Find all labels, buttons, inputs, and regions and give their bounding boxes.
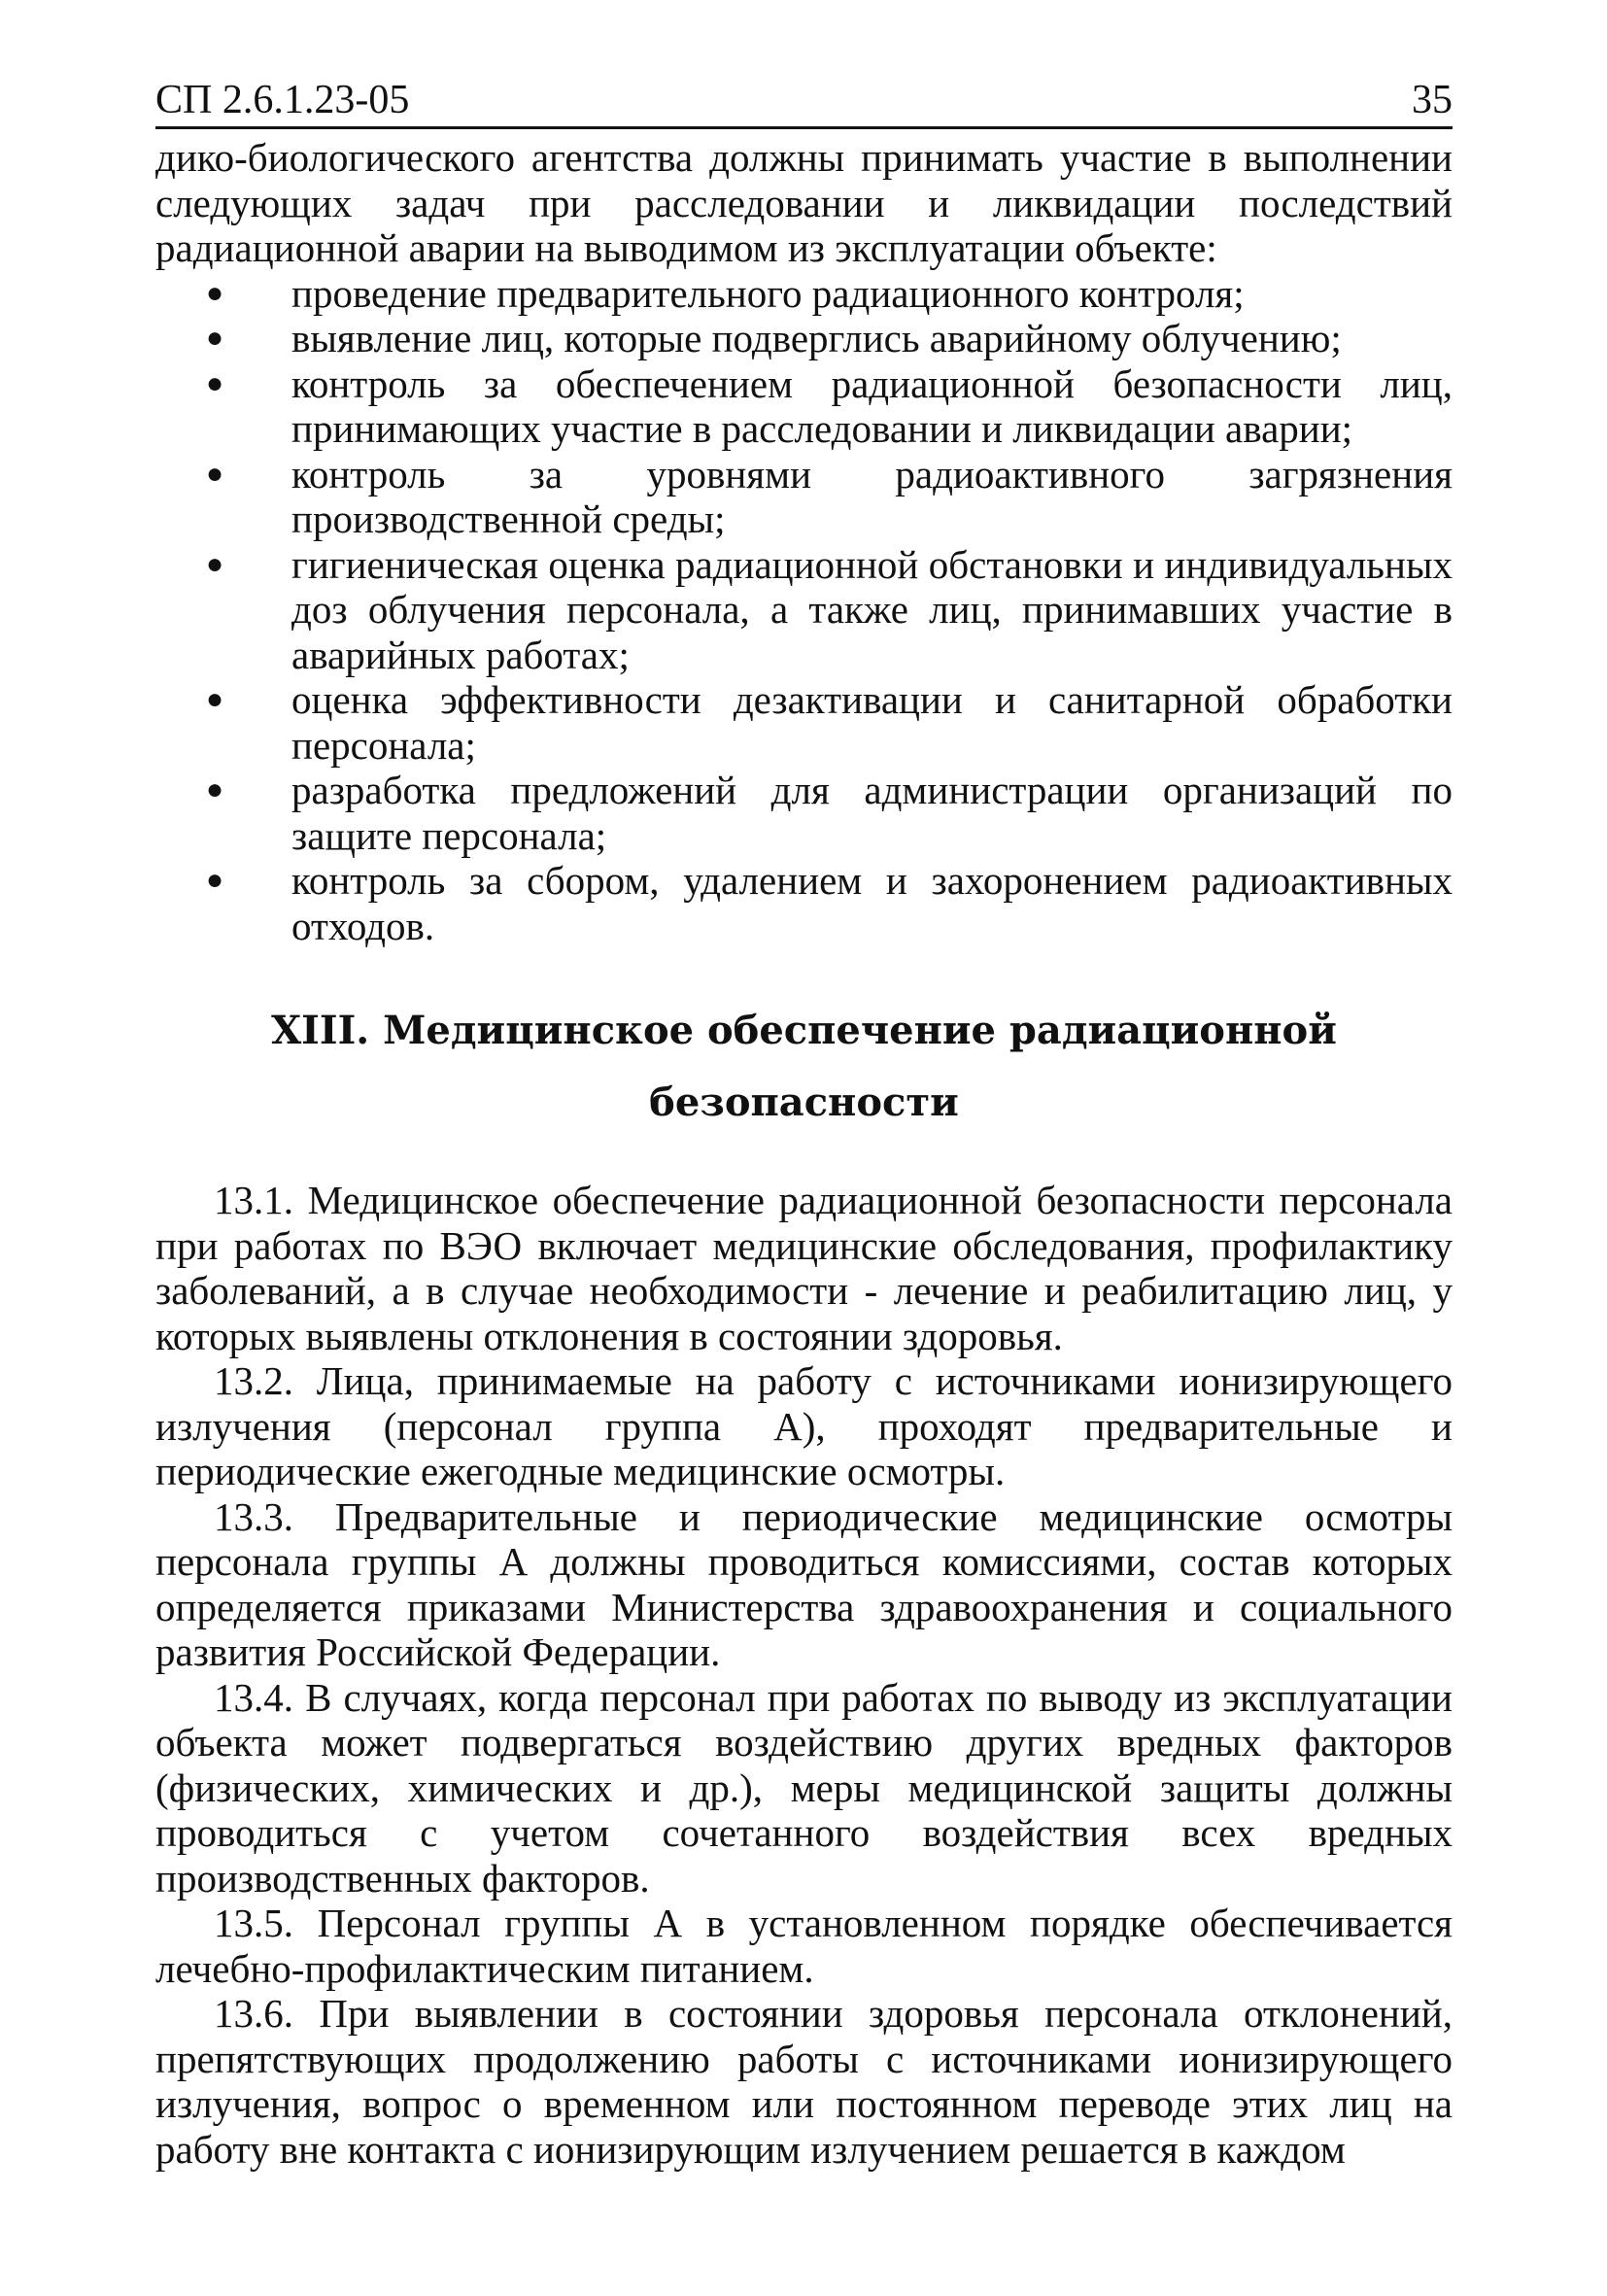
section-heading-line-2: безопасности (649, 1079, 959, 1125)
list-item-text: гигиеническая оценка радиационной обстановки и индивидуальных доз облучения персонала, а также лиц, принимавших участие в аварийных работах; (291, 541, 1453, 677)
document-page (155, 78, 1453, 2172)
list-item-text: контроль за обеспечением радиационной безопасности лиц, принимающих участие в расследовании и ликвидации аварии; (291, 360, 1453, 451)
bullet-icon: ● (206, 457, 224, 490)
paragraph-13-3: 13.3. Предварительные и периодические медицинские осмотры персонала группы А должны проводиться комиссиями, состав которых определяется приказами Министерства здравоохранения и социального развития Российской Федерации. (155, 1493, 1453, 1674)
paragraph-13-5: 13.5. Персонал группы А в установленном порядке обеспечивается лечебно-профилактическим питанием. (155, 1901, 1453, 1991)
bullet-icon: ● (206, 773, 224, 805)
list-item (155, 768, 1453, 858)
section-heading-line-1: XIII. Медицинское обеспечение радиационной (271, 1008, 1337, 1053)
list-item-text: контроль за сбором, удалением и захоронением радиоактивных отходов. (291, 858, 1453, 948)
list-item-text: контроль за уровнями радиоактивного загрязнения производственной среды; (291, 451, 1453, 541)
bullet-icon: ● (206, 366, 224, 399)
bullet-icon: ● (206, 547, 224, 580)
list-item-text: проведение предварительного радиационного контроля; (291, 270, 1245, 316)
paragraph-13-4: 13.4. В случаях, когда персонал при работах по выводу из эксплуатации объекта может подвергаться воздействию других вредных факторов (физических, химических и др.), меры медицинской защиты должны проводиться с учетом сочетанного воздействия всех вредных производственных факторов. (155, 1674, 1453, 1901)
paragraph-13-1: 13.1. Медицинское обеспечение радиационной безопасности персонала при работах по ВЭО включает медицинские обследования, профилактику заболеваний, а в случае необходимости - лечение и реабилитацию лиц, у которых выявлены отклонения в состоянии здоровья. (155, 1178, 1453, 1358)
document-code: СП 2.6.1.23-05 (155, 78, 410, 122)
list-item (155, 361, 1453, 452)
list-item (155, 858, 1453, 948)
list-item-text: оценка эффективности дезактивации и санитарной обработки персонала; (291, 677, 1453, 768)
bullet-icon: ● (206, 322, 224, 354)
paragraph-13-6: 13.6. При выявлении в состоянии здоровья персонала отклонений, препятствующих продолжению работы с источниками ионизирующего излучения, вопрос о временном или постоянном переводе этих лиц на работу вне контакта с ионизирующим излучением решается в каждом (155, 1991, 1453, 2172)
bullet-icon: ● (206, 276, 224, 309)
intro-paragraph: дико-биологического агентства должны принимать участие в выполнении следующих задач при расследовании и ликвидации последствий радиационной аварии на выводимом из эксплуатации объекте: (155, 135, 1453, 270)
paragraph-13-2: 13.2. Лица, принимаемые на работу с источниками ионизирующего излучения (персонал группа А), проходят предварительные и периодические ежегодные медицинские осмотры. (155, 1358, 1453, 1493)
list-item-text: разработка предложений для администрации организаций по защите персонала; (291, 768, 1453, 858)
list-item (155, 271, 1453, 317)
bullet-icon: ● (206, 683, 224, 715)
list-item (155, 316, 1453, 361)
task-list (155, 271, 1453, 949)
list-item (155, 677, 1453, 768)
document-body (155, 135, 1453, 2172)
bullet-icon: ● (206, 864, 224, 896)
list-item-text: выявление лиц, которые подверглись аварийному облучению; (291, 316, 1342, 360)
section-heading (155, 995, 1453, 1139)
list-item (155, 542, 1453, 678)
page-number: 35 (1412, 78, 1453, 122)
list-item (155, 452, 1453, 542)
running-header (155, 78, 1453, 129)
